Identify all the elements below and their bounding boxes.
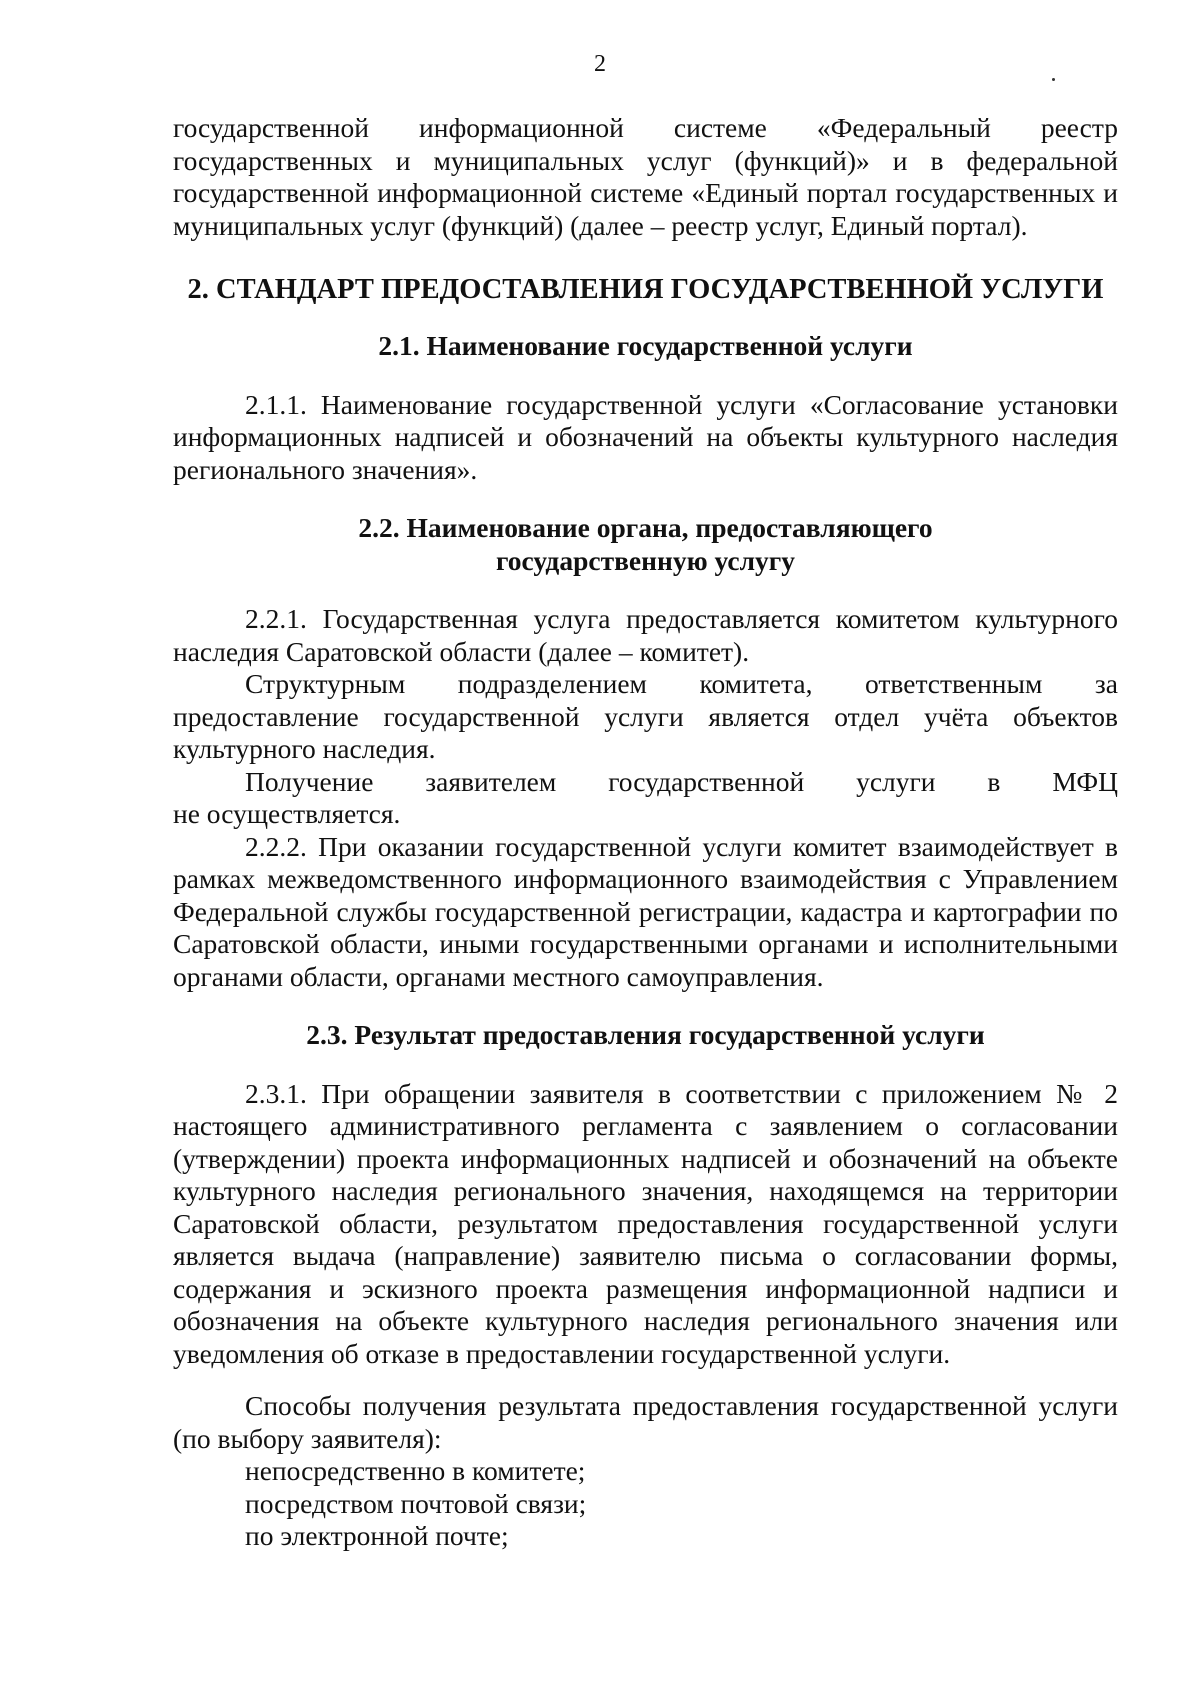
paragraph-2-2-2: 2.2.2. При оказании государственной услуги комитет взаимодействует в рамках межведомственного информационного взаимодействия с Управлением Федеральной службы государственной регистрации, кадастра и картографии по Саратовской области, иными государственными органами и исполнительными органами области, органами местного самоуправления. bbox=[173, 830, 1118, 992]
paragraph-result-methods: Способы получения результата предоставления государственной услуги (по выбору заявителя): bbox=[173, 1390, 1118, 1454]
page-number: 2 bbox=[594, 51, 606, 77]
section-2-1-heading: 2.1. Наименование государственной услуги bbox=[378, 330, 913, 361]
list-item: по электронной почте; bbox=[245, 1520, 509, 1551]
document-body bbox=[173, 112, 1118, 1553]
scan-dot-mark bbox=[1052, 78, 1055, 81]
section-2-2-heading-line2: государственную услугу bbox=[496, 544, 795, 576]
paragraph-2-3-1: 2.3.1. При обращении заявителя в соответствии с приложением № 2 настоящего административного регламента с заявлением о согласовании (утверждении) проекта информационных надписей и обозначений на объекте культурного наследия регионального значения, находящемся на территории Саратовской области, результатом предоставления государственной услуги является выдача (направление) заявителю письма о согласовании формы, содержания и эскизного проекта размещения информационной надписи и обозначения на объекте культурного наследия регионального значения или уведомления об отказе в предоставлении государственной услуги. bbox=[173, 1077, 1118, 1369]
paragraph-mfc-line2: не осуществляется. bbox=[173, 798, 401, 829]
intro-paragraph: государственной информационной системе «Федеральный реестр государственных и муниципальных услуг (функций)» и в федеральной государственной информационной системе «Единый портал государственных и муниципальных услуг (функций) (далее – реестр услуг, Единый портал). bbox=[173, 112, 1118, 241]
section-2-2-heading-line1: 2.2. Наименование органа, предоставляющего bbox=[358, 512, 933, 543]
section-2-2-heading bbox=[173, 512, 1118, 577]
paragraph-structural-unit: Структурным подразделением комитета, ответственным за предоставление государственной услуги является отдел учёта объектов культурного наследия. bbox=[173, 668, 1118, 764]
section-2-3-heading: 2.3. Результат предоставления государственной услуги bbox=[306, 1019, 985, 1050]
list-item: непосредственно в комитете; bbox=[245, 1455, 586, 1486]
list-item: посредством почтовой связи; bbox=[245, 1487, 587, 1519]
section-2-title: 2. СТАНДАРТ ПРЕДОСТАВЛЕНИЯ ГОСУДАРСТВЕННОЙ УСЛУГИ bbox=[187, 274, 1104, 305]
paragraph-2-2-1: 2.2.1. Государственная услуга предоставляется комитетом культурного наследия Саратовской области (далее – комитет). bbox=[173, 603, 1118, 667]
paragraph-2-1-1: 2.1.1. Наименование государственной услуги «Согласование установки информационных надписей и обозначений на объекты культурного наследия регионального значения». bbox=[173, 388, 1118, 485]
paragraph-mfc-line1: Получение заявителем государственной услуги в МФЦ bbox=[245, 765, 1118, 797]
